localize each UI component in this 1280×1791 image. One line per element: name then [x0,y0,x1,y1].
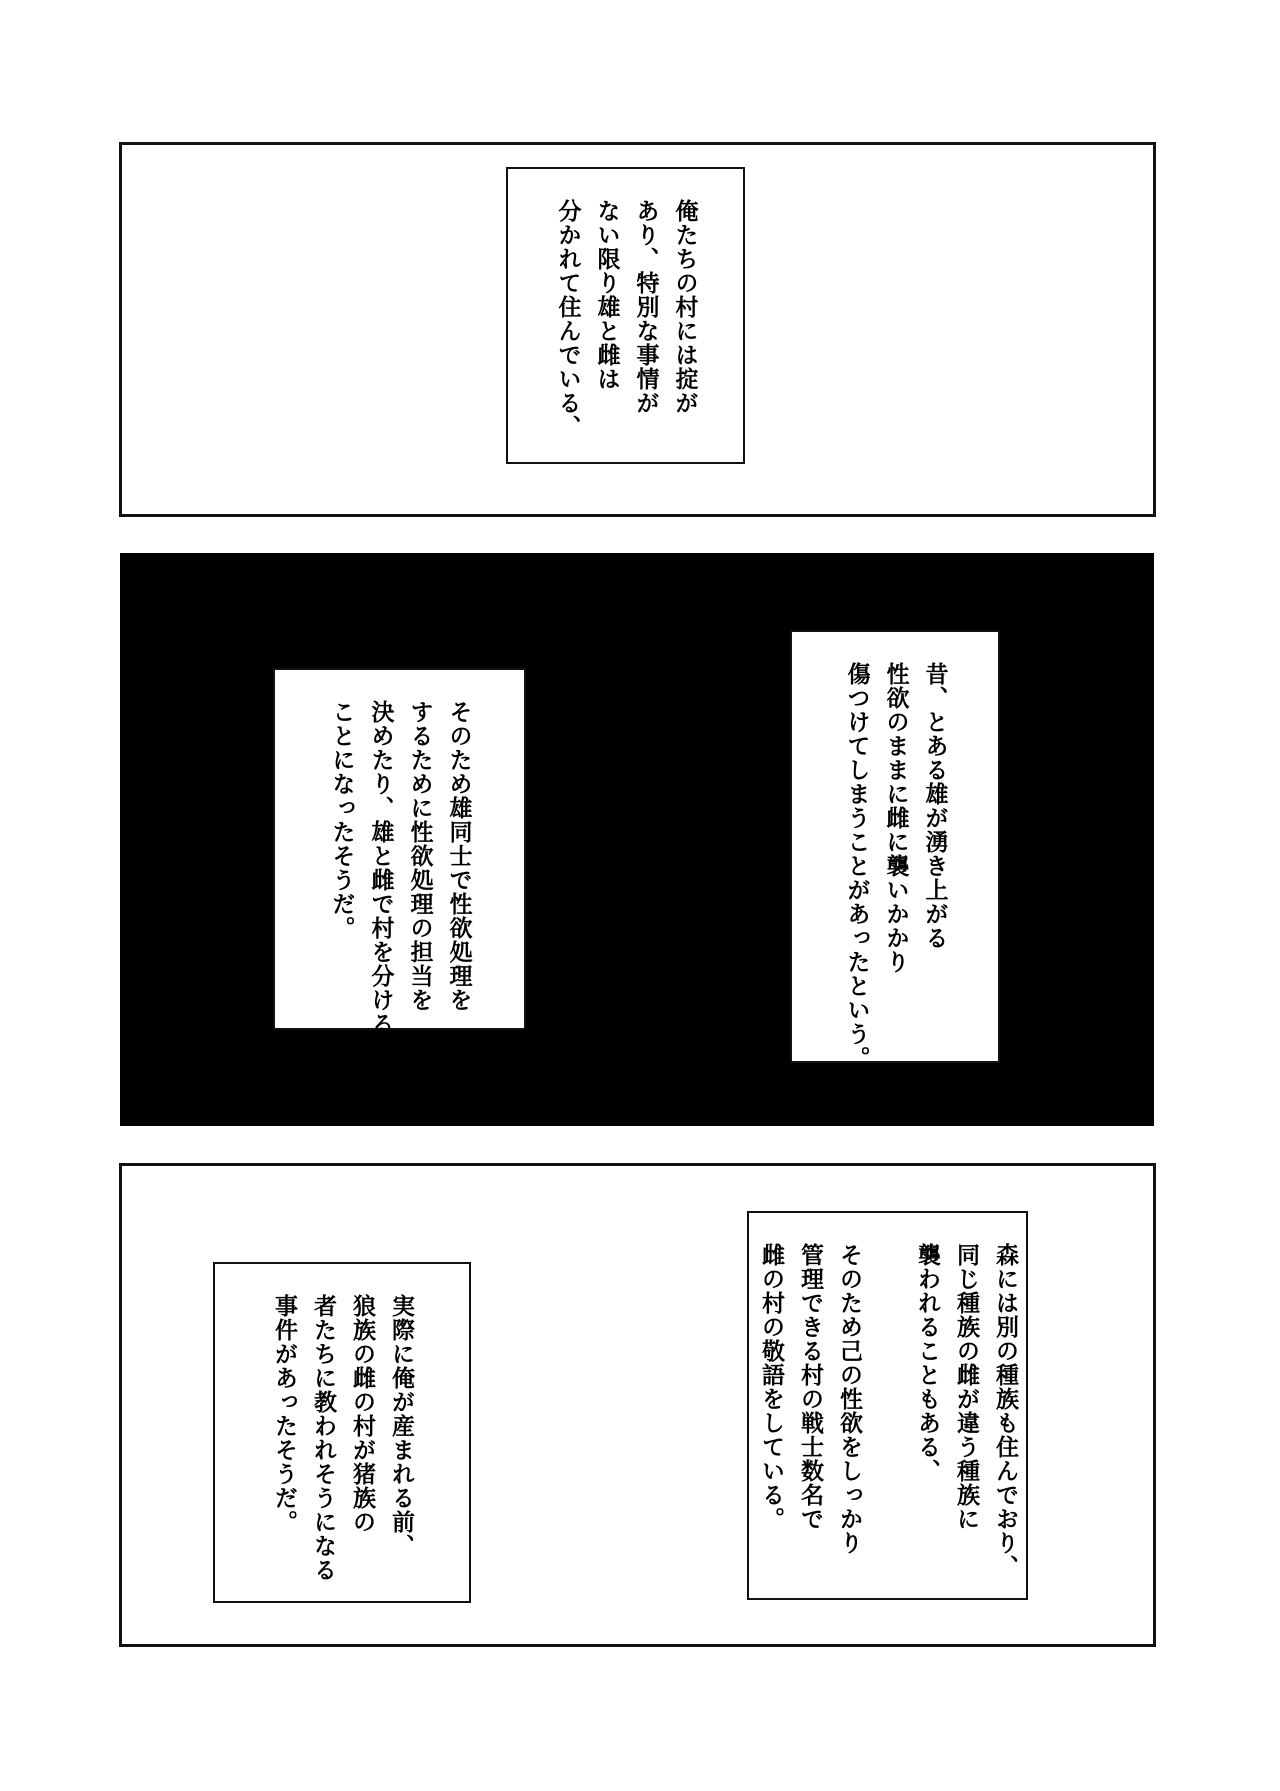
narration-text-wolf-village-incident: 実際に俺が産まれる前、 狼族の雌の村が猪族の 者たちに教われそうになる 事件があったそうだ。 [271,1294,414,1582]
narration-box-roles-decided [273,668,526,1036]
narration-text-roles-decided: そのため雄同士で性欲処理を するために性欲処理の担当を 決めたり、雄と雌で村を分ける ことになったそうだ。 [328,700,472,1036]
narration-box-wolf-village-incident [213,1262,471,1603]
narration-text-village-rule: 俺たちの村には掟が あり、特別な事情が ない限り雄と雌は 分かれて住んでいる、 [554,199,698,439]
narration-text-past-incident: 昔、とある雄が湧き上がる 性欲のままに雌に襲いかかり 傷つけてしまうことがあったという。 [843,662,948,1070]
narration-box-past-incident [790,630,1000,1070]
narration-text-forest-tribes: 森には別の種族も住んでおり、 同じ種族の雌が違う種族に 襲われることもある、 そのため己の性欲をしっかり 管理できる村の戦士数名で 雌の村の敬語をしている。 [758,1243,1018,1579]
narration-box-forest-tribes [747,1211,1028,1600]
narration-box-village-rule [506,167,745,464]
